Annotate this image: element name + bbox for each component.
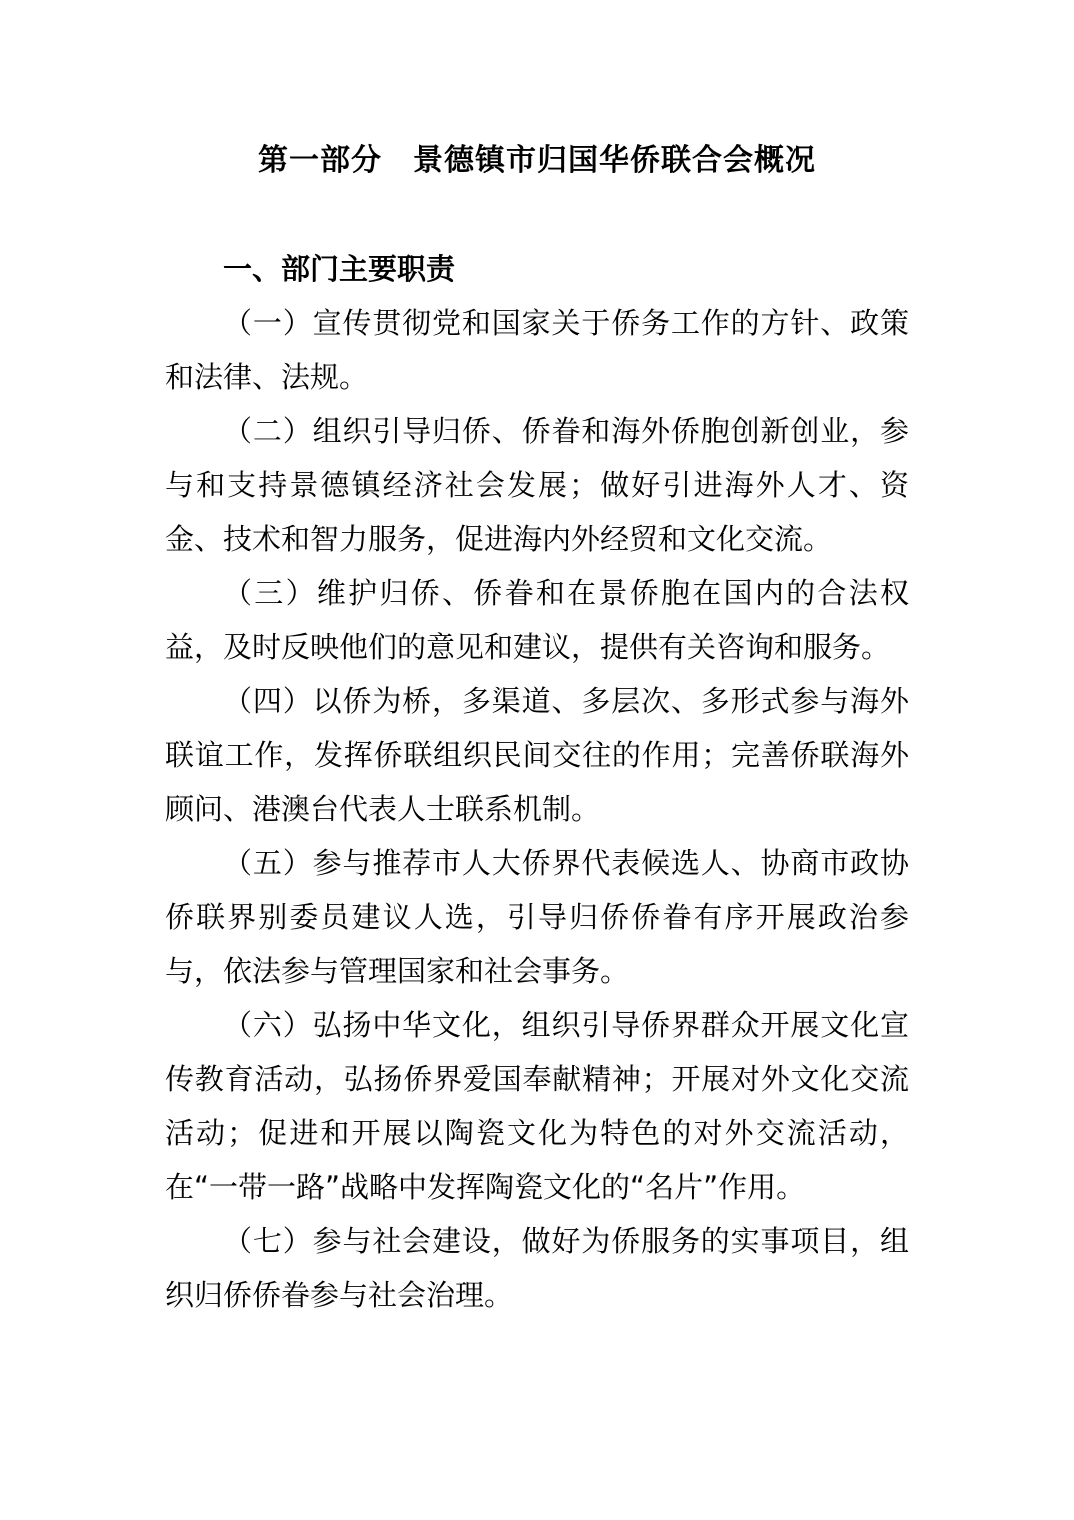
duty-paragraph-5: （五）参与推荐市人大侨界代表候选人、协商市政协侨联界别委员建议人选，引导归侨侨眷有序开展政治参与，依法参与管理国家和社会事务。 — [165, 846, 909, 988]
duty-paragraph-2: （二）组织引导归侨、侨眷和海外侨胞创新创业，参与和支持景德镇经济社会发展；做好引进海外人才、资金、技术和智力服务，促进海内外经贸和文化交流。 — [165, 414, 909, 556]
duty-paragraph-3: （三）维护归侨、侨眷和在景侨胞在国内的合法权益，及时反映他们的意见和建议，提供有关咨询和服务。 — [165, 576, 909, 664]
duty-paragraph-1: （一）宣传贯彻党和国家关于侨务工作的方针、政策和法律、法规。 — [165, 306, 909, 394]
duty-paragraph-6: （六）弘扬中华文化，组织引导侨界群众开展文化宣传教育活动，弘扬侨界爱国奉献精神；开展对外文化交流活动；促进和开展以陶瓷文化为特色的对外交流活动，在“一带一路”战略中发挥陶瓷文化的“名片”作用。 — [165, 1008, 909, 1204]
duty-paragraph-7: （七）参与社会建设，做好为侨服务的实事项目，组织归侨侨眷参与社会治理。 — [165, 1224, 909, 1312]
document-title: 第一部分 景德镇市归国华侨联合会概况 — [258, 143, 816, 178]
document-text-block — [165, 134, 909, 1322]
duty-paragraph-4: （四）以侨为桥，多渠道、多层次、多形式参与海外联谊工作，发挥侨联组织民间交往的作用；完善侨联海外顾问、港澳台代表人士联系机制。 — [165, 684, 909, 826]
section-heading-duties: 一、部门主要职责 — [223, 252, 456, 286]
